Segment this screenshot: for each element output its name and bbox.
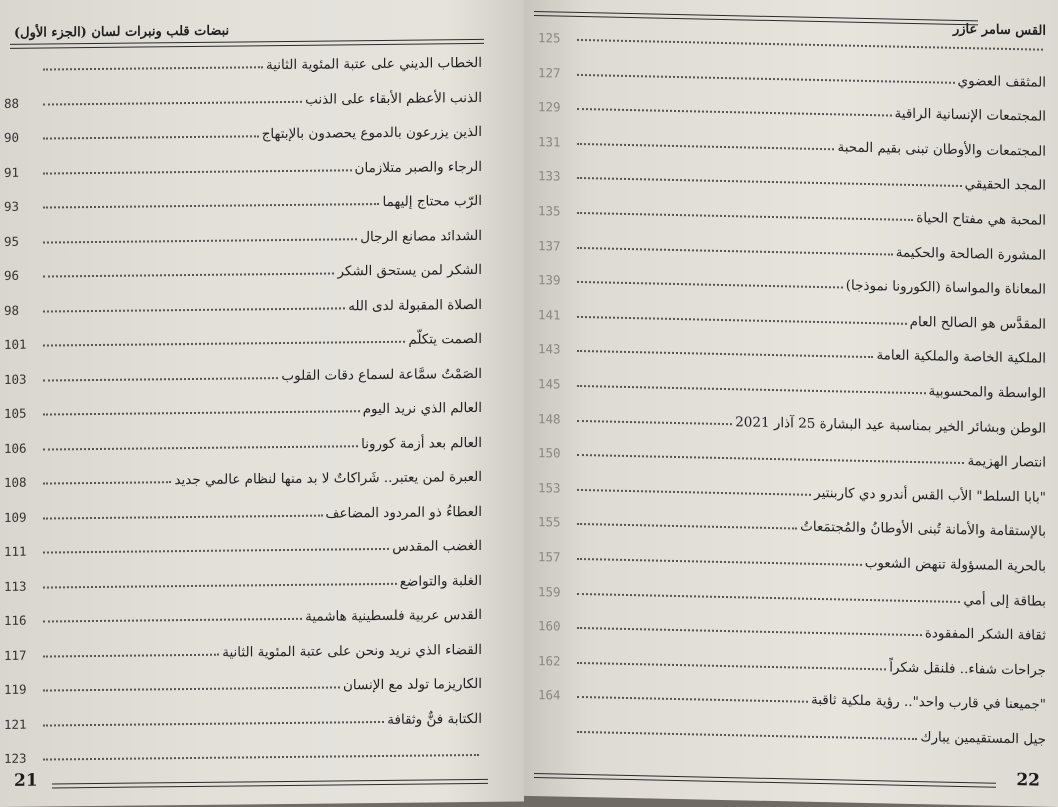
toc-entry-title: الذنب الأعظم الأبقاء على الذنب (305, 89, 482, 108)
toc-entry-page: 123 (4, 750, 27, 766)
toc-entry-title: بالإستقامة والأمانة تُبنى الأوطانُ والمُجتمَعاتُ (800, 518, 1046, 541)
toc-entry-title: بطاقة إلى أمي (963, 591, 1046, 610)
toc-entry-title: الشدائد مصانع الرجال (360, 227, 482, 245)
toc-entry-title: العالم بعد أزمة كورونا (361, 434, 482, 452)
dot-leader (43, 377, 278, 381)
toc-entry-page: 108 (4, 474, 27, 490)
toc-entry (4, 633, 482, 662)
dot-leader (43, 272, 334, 277)
dot-leader (577, 420, 732, 425)
toc-entry-title: الواسطة والمحسوبية (928, 383, 1046, 402)
toc-entry-page: 131 (538, 133, 561, 150)
toc-entry-title: الصمت يتكلّم (408, 330, 482, 348)
dot-leader (43, 100, 302, 105)
toc-entry-title: "جميعنا في قارب واحد".. رؤية ملكية ثاقبة (810, 692, 1046, 714)
toc-entry-title: الذين يزرعون بالدموع يحصدون بالإبتهاج (261, 123, 482, 143)
toc-entry-title: ثقافة الشكر المفقودة (924, 625, 1046, 644)
toc-entry (4, 81, 482, 110)
toc-entry (4, 116, 482, 145)
toc-entry (538, 644, 1046, 679)
dot-leader (577, 593, 960, 603)
toc-entry-title: الخطاب الديني على عتبة المئوية الثانية (265, 54, 482, 74)
dot-leader (43, 410, 360, 415)
toc-entry (4, 47, 482, 76)
dot-leader (43, 618, 302, 623)
toc-entry (4, 530, 482, 559)
toc-entry-title: العالم الذي نريد اليوم (362, 399, 482, 418)
toc-entry (538, 298, 1046, 333)
toc-entry-title: الشكر لمن يستحق الشكر (337, 261, 482, 280)
right-page (524, 0, 1058, 807)
toc-entry-title: المشورة الصالحة والحكيمة (895, 244, 1046, 264)
toc-entry (538, 678, 1046, 713)
toc-entry-page: 121 (4, 716, 27, 732)
toc-entry (538, 90, 1046, 125)
toc-entry-title: جراحات شفاء.. فلنقل شكراً (889, 659, 1046, 679)
dot-leader (577, 177, 962, 187)
dot-leader (43, 481, 171, 484)
toc-entry-title: الرجاء والصبر متلازمان (354, 158, 482, 176)
toc-entry (4, 426, 482, 455)
toc-entry-page: 105 (4, 405, 27, 421)
toc-entry-title: "بابا السلط" الأب القس أندرو دي كاربنتير (814, 484, 1046, 506)
toc-entry-page: 98 (4, 302, 20, 318)
toc-entry-page: 113 (4, 578, 27, 594)
dot-leader (43, 445, 358, 450)
dot-leader (577, 108, 892, 117)
toc-entry (538, 540, 1046, 575)
toc-entry-title: الكتابة فنٌّ وثقافة (387, 710, 482, 728)
left-page-number: 21 (14, 770, 38, 791)
toc-entry-page: 106 (4, 440, 27, 456)
toc-entry (4, 288, 482, 317)
toc-entry-page: 133 (538, 168, 561, 184)
toc-entry-title: الغلبة والتواضع (399, 572, 482, 590)
toc-entry-page (538, 737, 574, 738)
toc-entry-page: 101 (4, 336, 27, 352)
toc-entry (538, 263, 1046, 298)
toc-entry-page: 117 (4, 647, 27, 663)
toc-entry-title: جيل المستقيمين يبارك (920, 729, 1046, 748)
toc-entry-page: 141 (538, 306, 561, 323)
toc-entry-page: 150 (538, 445, 561, 461)
toc-entry-title: الصلاة المقبولة لدى الله (348, 296, 482, 314)
toc-entry (538, 609, 1046, 644)
dot-leader (577, 627, 922, 636)
dot-leader (577, 489, 811, 496)
toc-entry (538, 505, 1046, 540)
dot-leader (577, 350, 873, 358)
toc-entry-page: 135 (538, 203, 561, 219)
toc-entry-page: 103 (4, 371, 27, 387)
dot-leader (43, 514, 323, 519)
toc-entry-title: العبرة لمن يعتبر.. شَراكاتٌ لا بد منها لنظام عالمي جديد (174, 468, 482, 489)
toc-entry-page: 164 (538, 687, 561, 703)
dot-leader (43, 653, 219, 657)
toc-entry-title: المثقف العضوي (957, 72, 1046, 91)
toc-entry (538, 332, 1046, 367)
toc-entry (4, 702, 482, 731)
toc-entry (538, 402, 1046, 437)
toc-entry (4, 599, 482, 628)
toc-entry-title: الملكية الخاصة والملكية العامة (876, 347, 1046, 368)
dot-leader (577, 281, 843, 289)
toc-entry-title: المجتمعات الإنسانية الراقية (894, 105, 1046, 125)
dot-leader (577, 385, 926, 394)
toc-entry-title: القدس عربية فلسطينية هاشمية (305, 606, 482, 625)
toc-entry-page: 95 (4, 233, 20, 249)
toc-trailing-entry (4, 737, 482, 766)
dot-leader (577, 454, 964, 464)
toc-entry (4, 219, 482, 248)
dot-leader (43, 686, 340, 691)
dot-leader (577, 523, 797, 530)
toc-entry (4, 254, 482, 283)
dot-leader (43, 548, 389, 554)
toc-entry (538, 436, 1046, 471)
right-page-number: 22 (1016, 770, 1040, 791)
toc-entry (4, 668, 482, 697)
toc-entry-title: العطاءُ ذو المردود المضاعف (325, 503, 482, 522)
toc-entry-page: 111 (4, 543, 27, 559)
dot-leader (43, 66, 263, 70)
toc-entry-title: المحبة هي مفتاح الحياة (916, 210, 1046, 229)
dot-leader (577, 696, 808, 703)
toc-entry (538, 159, 1046, 194)
toc-entry-title: الكاريزما تولد مع الإنسان (342, 675, 482, 694)
toc-entry (538, 575, 1046, 610)
toc-entry-title: المعاناة والمواساة (الكورونا نموذجا) (845, 277, 1046, 298)
toc-entry-title: المجد الحقيقي (964, 176, 1046, 195)
dot-leader (43, 307, 345, 312)
toc-entry (538, 367, 1046, 402)
dot-leader (43, 169, 352, 174)
toc-entry-page: 116 (4, 612, 27, 628)
toc-entry-title: الوطن وبشائر الخير بمناسبة عيد البشارة 25 آذار 2021 (735, 413, 1046, 437)
toc-entry (4, 357, 482, 386)
dot-leader (43, 203, 379, 209)
dot-leader (577, 247, 893, 256)
toc-entry-title: بالحرية المسؤولة تنهض الشعوب (864, 554, 1046, 575)
dot-leader (43, 754, 479, 761)
dot-leader (577, 731, 917, 740)
toc-entry-page: 137 (538, 237, 561, 254)
toc-entry-title: القضاء الذي نريد ونحن على عتبة المئوية الثانية (222, 641, 482, 661)
toc-entry-title: المجتمعات والأوطان تبنى بقيم المحبة (837, 139, 1046, 160)
toc-entry-page: 93 (4, 198, 20, 214)
toc-entry-page: 148 (538, 410, 561, 427)
toc-entry-page: 160 (538, 618, 561, 634)
toc-entry (4, 185, 482, 214)
toc-entry-title: المقدَّس هو الصالح العام (909, 313, 1046, 333)
toc-entry (538, 471, 1046, 506)
toc-entry-page: 88 (4, 95, 20, 111)
toc-entry-title: الصَمْتُ سمَّاعة لسماع دقات القلوب (281, 365, 482, 384)
toc-entry (538, 713, 1046, 748)
toc-entry-title: انتصار الهزيمة (967, 453, 1046, 471)
toc-entry-page: 96 (4, 267, 20, 283)
toc-entry-page: 143 (538, 341, 561, 357)
toc-entry (4, 461, 482, 490)
toc-entry (538, 56, 1046, 91)
toc-entry-page: 159 (538, 583, 561, 600)
toc-entry-page: 91 (4, 164, 20, 180)
left-running-header: نبضات قلب ونبرات لسان (الجزء الأول) (14, 23, 230, 41)
dot-leader (43, 720, 384, 726)
toc-entry (538, 229, 1046, 264)
dot-leader (577, 74, 955, 84)
toc-entry-page: 139 (538, 272, 561, 288)
toc-entry-page: 155 (538, 514, 561, 530)
dot-leader (577, 662, 886, 670)
dot-leader (577, 316, 907, 325)
dot-leader (43, 341, 405, 347)
dot-leader (577, 143, 834, 150)
dot-leader (43, 135, 259, 139)
toc-entry-page: 125 (538, 30, 561, 46)
toc-entry-page: 129 (538, 99, 561, 115)
toc-entry (538, 194, 1046, 229)
toc-entry-page: 145 (538, 376, 561, 392)
toc-entry-page: 119 (4, 681, 27, 697)
toc-entry-page: 153 (538, 479, 561, 496)
toc-entry (4, 564, 482, 593)
dot-leader (43, 582, 397, 588)
dot-leader (43, 238, 357, 243)
toc-entry (4, 495, 482, 524)
right-running-header: القس سامر عازر (952, 21, 1046, 39)
toc-entry-title: الرّب محتاج إليهما (382, 192, 482, 210)
toc-entry (538, 125, 1046, 160)
toc-entry (4, 392, 482, 421)
dot-leader (577, 558, 862, 566)
dot-leader (577, 212, 913, 221)
toc-entry-page: 90 (4, 129, 20, 145)
toc-entry-page: 109 (4, 509, 27, 525)
toc-entry-page: 157 (538, 549, 561, 565)
toc-entry-title: الغضب المقدس (392, 537, 482, 555)
dot-leader (577, 39, 1043, 51)
toc-entry-page: 162 (538, 652, 561, 669)
left-page (0, 0, 524, 807)
toc-entry (4, 323, 482, 352)
toc-entry-page: 127 (538, 64, 561, 81)
toc-entry (4, 150, 482, 179)
